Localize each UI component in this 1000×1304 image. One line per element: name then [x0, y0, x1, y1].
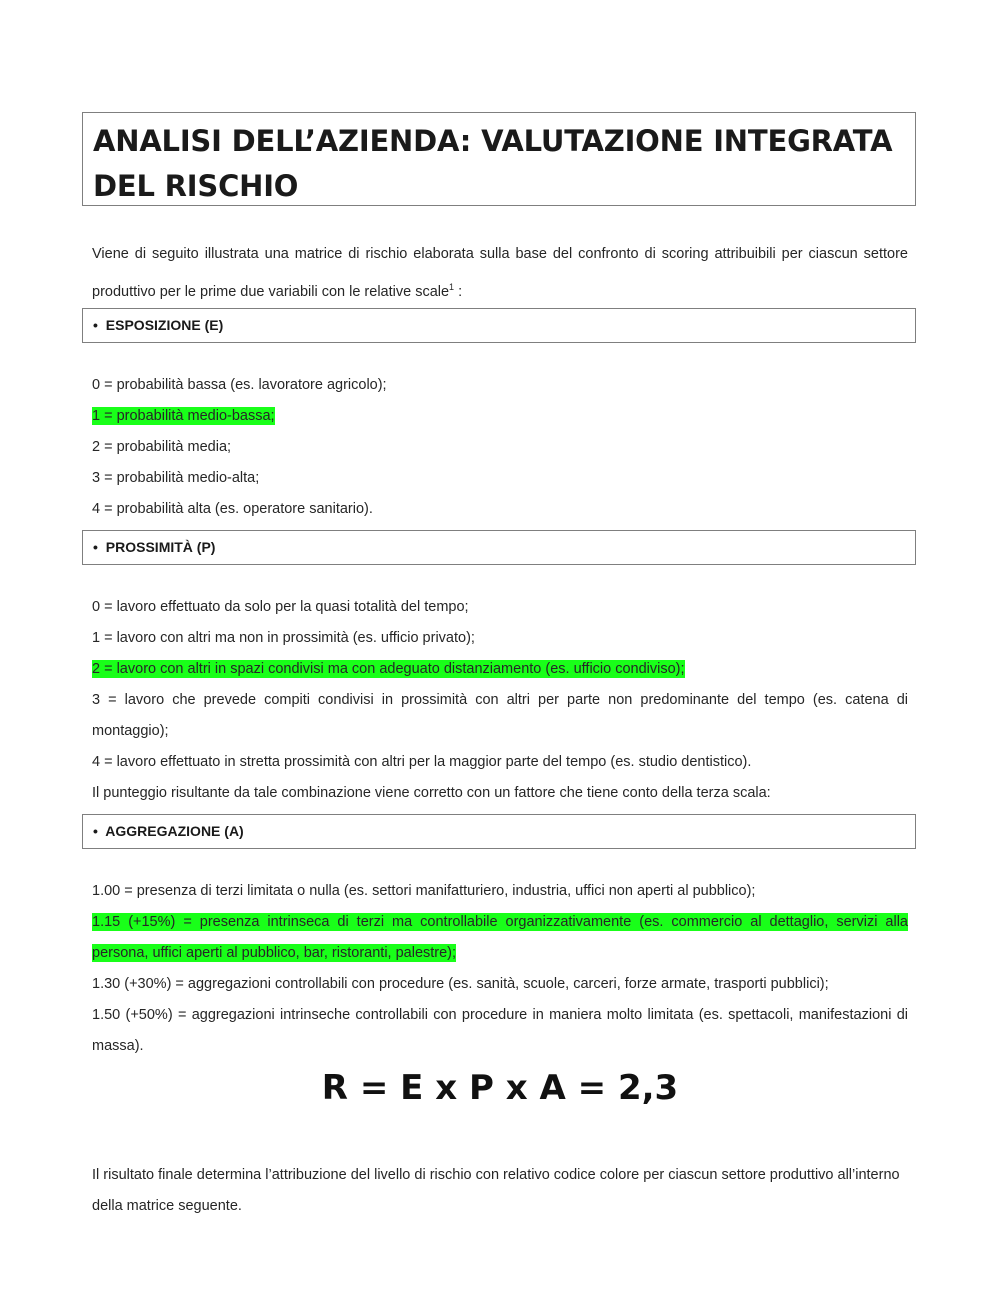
title-box [82, 112, 916, 206]
section-heading-label: PROSSIMITÀ (P) [105, 539, 216, 555]
section-heading-prossimita [82, 530, 916, 565]
list-item: 0 = lavoro effettuato da solo per la quasi totalità del tempo; [92, 599, 469, 615]
section-note: Il punteggio risultante da tale combinazione viene corretto con un fattore che tiene conto della terza scala: [92, 785, 771, 801]
list-item: 4 = probabilità alta (es. operatore sanitario). [92, 501, 373, 517]
list-item: 0 = probabilità bassa (es. lavoratore agricolo); [92, 377, 387, 393]
bullet-icon: • [93, 823, 98, 839]
list-item: 1.00 = presenza di terzi limitata o nulla (es. settori manifatturiero, industria, uffici non aperti al pubblico); [92, 883, 756, 899]
section-heading-aggregazione [82, 814, 916, 849]
section-heading-esposizione [82, 308, 916, 343]
list-item: 3 = lavoro che prevede compiti condivisi in prossimità con altri per parte non predominante del tempo (es. catena di montaggio); [92, 692, 908, 739]
list-item-highlighted [92, 907, 908, 969]
intro-paragraph [92, 235, 908, 312]
list-item: 1 = lavoro con altri ma non in prossimità (es. ufficio privato); [92, 630, 475, 646]
bullet-icon: • [93, 539, 98, 555]
list-item: 1.30 (+30%) = aggregazioni controllabili con procedure (es. sanità, scuole, carceri, forze armate, trasporti pubblici); [92, 976, 829, 992]
highlighted-text: 1.15 (+15%) = presenza intrinseca di terzi ma controllabile organizzativamente (es. commercio al dettaglio, servizi alla persona, uffici aperti al pubblico, bar, ristoranti, palestre); [92, 914, 908, 961]
conclusion-paragraph: Il risultato finale determina l’attribuzione del livello di rischio con relativo codice colore per ciascun settore produttivo all’interno della matrice seguente. [92, 1167, 900, 1214]
list-item-highlighted [92, 401, 908, 432]
highlighted-text: 1 = probabilità medio-bassa; [92, 408, 275, 424]
list-item: 1.50 (+50%) = aggregazioni intrinseche controllabili con procedure in maniera molto limitata (es. spettacoli, manifestazioni di massa). [92, 1007, 908, 1054]
intro-text: Viene di seguito illustrata una matrice di rischio elaborata sulla base del confronto di scoring attribuibili per ciascun settore produttivo per le prime due variabili con le relative scale [92, 246, 908, 300]
page-title: ANALISI DELL’AZIENDA: VALUTAZIONE INTEGRATA DEL RISCHIO [93, 124, 893, 203]
section-heading-label: AGGREGAZIONE (A) [105, 823, 244, 839]
footnote-reference: 1 [449, 282, 455, 292]
list-item: 2 = probabilità media; [92, 439, 232, 455]
risk-formula: R = E x P x A = 2,3 [321, 1068, 679, 1108]
bullet-icon: • [93, 317, 98, 333]
list-item: 3 = probabilità medio-alta; [92, 470, 260, 486]
section-heading-label: ESPOSIZIONE (E) [105, 317, 224, 333]
intro-suffix: : [454, 284, 463, 300]
list-item: 4 = lavoro effettuato in stretta prossimità con altri per la maggior parte del tempo (es. studio dentistico). [92, 754, 752, 770]
list-item-highlighted [92, 654, 908, 685]
highlighted-text: 2 = lavoro con altri in spazi condivisi ma con adeguato distanziamento (es. ufficio condiviso); [92, 661, 685, 677]
